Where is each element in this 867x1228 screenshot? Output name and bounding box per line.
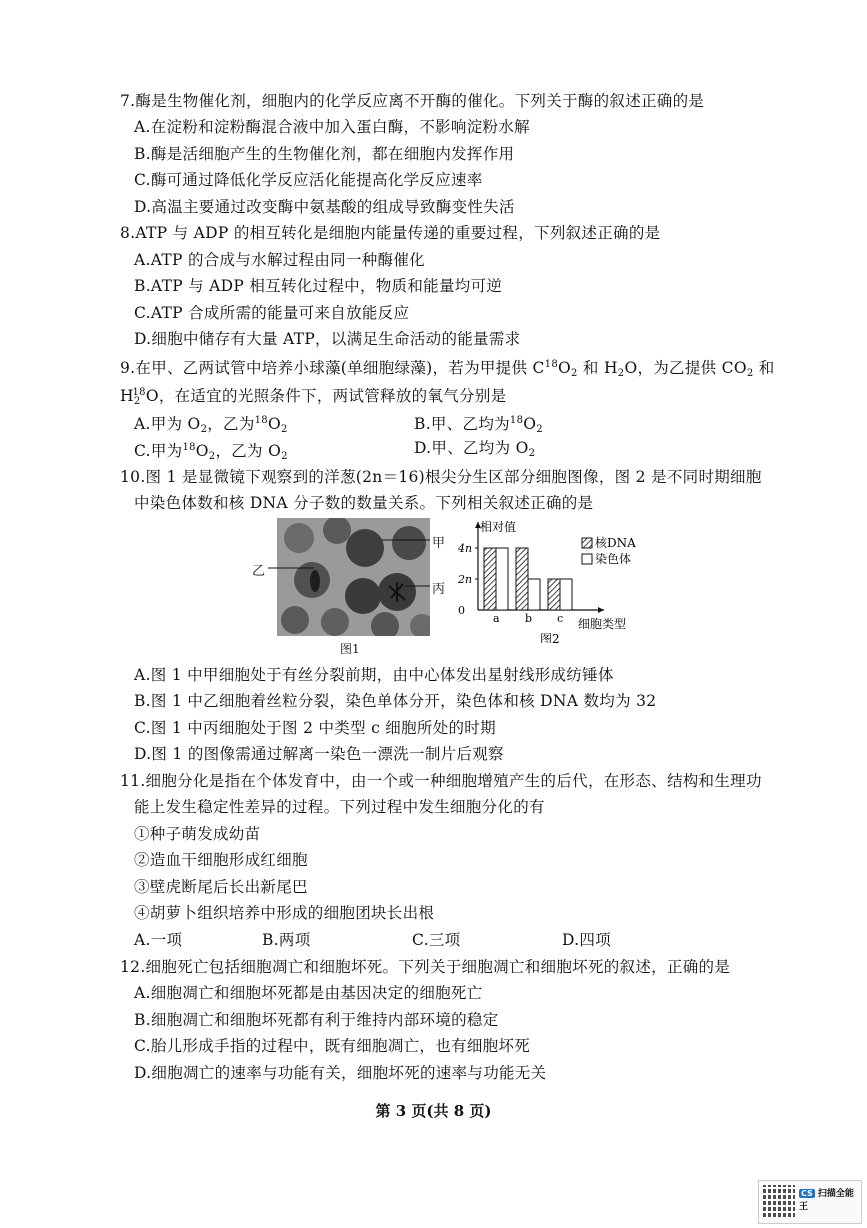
bar-a-chromosome <box>496 548 508 610</box>
q8-stem: 8.ATP 与 ADP 的相互转化是细胞内能量传递的重要过程，下列叙述正确的是 <box>120 224 661 242</box>
legend-swatch-chromosome <box>582 554 592 564</box>
chart-title: 图2 <box>540 632 560 643</box>
legend-label-chromosome: 染色体 <box>595 552 632 566</box>
q9-stem-2b: O，在适宜的光照条件下，两试管释放的氧气分别是 <box>145 387 507 405</box>
q9-option-a <box>134 411 288 440</box>
sub-2: 2 <box>281 451 288 462</box>
q12-option-c: C.胎儿形成手指的过程中，既有细胞凋亡，也有细胞坏死 <box>134 1037 531 1055</box>
y-tick-2n: 2n <box>458 573 473 586</box>
q8-option-c: C.ATP 合成所需的能量可来自放能反应 <box>134 304 410 322</box>
q10-stem-line1: 10.图 1 是显微镜下观察到的洋葱(2n＝16)根尖分生区部分细胞图像，图 2 是不同时期细胞 <box>120 468 762 486</box>
legend-swatch-dna <box>582 538 592 548</box>
sub-2: 2 <box>133 396 141 407</box>
micrograph-figure1 <box>277 518 430 636</box>
q9-c-part2: O <box>195 442 209 460</box>
q7-option-c: C.酶可通过降低化学反应活化能提高化学反应速率 <box>134 171 483 189</box>
q7-stem: 7.酶是生物催化剂，细胞内的化学反应离不开酶的催化。下列关于酶的叙述正确的是 <box>120 92 705 110</box>
q9-stem-1d: O，为乙提供 CO <box>624 359 747 377</box>
q9-stem-1a: 9.在甲、乙两试管中培养小球藻(单细胞绿藻)，若为甲提供 C <box>120 359 545 377</box>
q11-item-2: ②造血干细胞形成红细胞 <box>134 851 308 869</box>
sup-18: 18 <box>182 442 196 453</box>
sub-2: 2 <box>208 451 216 462</box>
x-tick-c: c <box>557 612 564 625</box>
sub-2: 2 <box>280 424 288 435</box>
x-axis-label: 细胞类型 <box>578 617 627 631</box>
q9-b-part1: B.甲、乙均为 <box>414 415 510 433</box>
q9-stem-2a: H <box>120 387 134 405</box>
x-tick-a: a <box>493 612 500 625</box>
sup-18: 18 <box>544 359 558 370</box>
q11-option-c: C.三项 <box>412 931 461 949</box>
scanner-name: 扫描全能王 <box>799 1189 854 1212</box>
q12-stem: 12.细胞死亡包括细胞凋亡和细胞坏死。下列关于细胞凋亡和细胞坏死的叙述，正确的是 <box>120 958 731 976</box>
q11-stem-line1: 11.细胞分化是指在个体发育中，由一个或一种细胞增殖产生的后代，在形态、结构和生理功 <box>120 772 762 790</box>
sub-2: 2 <box>536 424 543 435</box>
q10-option-c: C.图 1 中丙细胞处于图 2 中类型 c 细胞所处的时期 <box>134 719 496 737</box>
q10-option-d: D.图 1 的图像需通过解离一染色一漂洗一制片后观察 <box>134 745 504 763</box>
q9-a-part1: A.甲为 O <box>134 415 201 433</box>
q9-stem-line2 <box>120 383 506 412</box>
qr-code-overlay <box>763 1185 795 1217</box>
label-yi: 乙 <box>252 564 266 579</box>
q11-item-4: ④胡萝卜组织培养中形成的细胞团块长出根 <box>134 904 435 922</box>
q9-a-part3: O <box>267 415 281 433</box>
q9-option-b <box>414 411 543 440</box>
y-tick-4n: 4n <box>458 542 473 555</box>
q7-option-a: A.在淀粉和淀粉酶混合液中加入蛋白酶，不影响淀粉水解 <box>134 118 530 136</box>
q11-option-b: B.两项 <box>262 931 311 949</box>
y-axis-label: 相对值 <box>480 520 517 534</box>
q7-option-d: D.高温主要通过改变酶中氨基酸的组成导致酶变性失活 <box>134 198 515 216</box>
q10-option-b: B.图 1 中乙细胞着丝粒分裂，染色单体分开，染色体和核 DNA 数均为 32 <box>134 692 657 710</box>
sub-2: 2 <box>746 368 754 379</box>
sub-2: 2 <box>528 448 536 459</box>
legend-label-dna: 核DNA <box>595 536 636 550</box>
scanner-brand <box>799 1186 861 1212</box>
q11-item-3: ③壁虎断尾后长出新尾巴 <box>134 878 308 896</box>
label-bing: 丙 <box>432 582 446 597</box>
sup-18: 18 <box>254 415 268 426</box>
q8-option-d: D.细胞中储存有大量 ATP，以满足生命活动的能量需求 <box>134 330 521 348</box>
scanner-watermark <box>758 1180 862 1224</box>
q12-option-d: D.细胞凋亡的速率与功能有关，细胞坏死的速率与功能无关 <box>134 1064 547 1082</box>
q9-b-part2: O <box>523 415 537 433</box>
label-jia: 甲 <box>432 536 446 551</box>
q9-c-part1: C.甲为 <box>134 442 183 460</box>
bar-chart-figure2 <box>454 518 654 643</box>
sup-18: 18 <box>132 387 146 398</box>
q9-c-part3: ，乙为 O <box>215 442 282 460</box>
q9-option-d <box>414 438 535 464</box>
q12-option-b: B.细胞凋亡和细胞坏死都有利于维持内部环境的稳定 <box>134 1011 499 1029</box>
bar-c-chromosome <box>560 579 572 610</box>
q9-stem-1c: 和 H <box>577 359 618 377</box>
q10-option-a: A.图 1 中甲细胞处于有丝分裂前期，由中心体发出星射线形成纺锤体 <box>134 666 614 684</box>
q11-option-a: A.一项 <box>134 931 183 949</box>
q11-option-d: D.四项 <box>562 931 612 949</box>
q8-option-b: B.ATP 与 ADP 相互转化过程中，物质和能量均可逆 <box>134 277 503 295</box>
sup-18: 18 <box>509 415 524 426</box>
bar-a-dna <box>484 548 496 610</box>
q8-option-a: A.ATP 的合成与水解过程由同一种酶催化 <box>134 251 425 269</box>
sub-2: 2 <box>571 368 578 379</box>
bar-b-chromosome <box>528 579 540 610</box>
y-tick-0: 0 <box>458 604 465 617</box>
q9-stem-1e: 和 <box>753 359 775 377</box>
sub-2: 2 <box>617 368 625 379</box>
q7-option-b: B.酶是活细胞产生的生物催化剂，都在细胞内发挥作用 <box>134 145 515 163</box>
x-axis-arrow <box>598 607 604 613</box>
q9-d-part1: D.甲、乙均为 O <box>414 439 529 457</box>
q12-option-a: A.细胞凋亡和细胞坏死都是由基因决定的细胞死亡 <box>134 984 483 1002</box>
cs-logo-icon: CS <box>801 1189 813 1198</box>
q10-stem-line2: 中染色体数和核 DNA 分子数的数量关系。下列相关叙述正确的是 <box>134 494 594 512</box>
bar-b-dna <box>516 548 528 610</box>
q9-a-part2: ，乙为 <box>207 415 255 433</box>
bar-c-dna <box>548 579 560 610</box>
q9-option-c <box>134 438 288 467</box>
page-footer: 第 3 页(共 8 页) <box>375 1102 492 1120</box>
figure1-caption: 图1 <box>340 642 360 656</box>
q9-stem-line1 <box>120 355 775 384</box>
x-tick-b: b <box>525 612 533 625</box>
q11-item-1: ①种子萌发成幼苗 <box>134 825 261 843</box>
q11-stem-line2: 能上发生稳定性差异的过程。下列过程中发生细胞分化的有 <box>134 798 545 816</box>
q9-stem-1b: O <box>558 359 572 377</box>
sub-2: 2 <box>200 424 208 435</box>
